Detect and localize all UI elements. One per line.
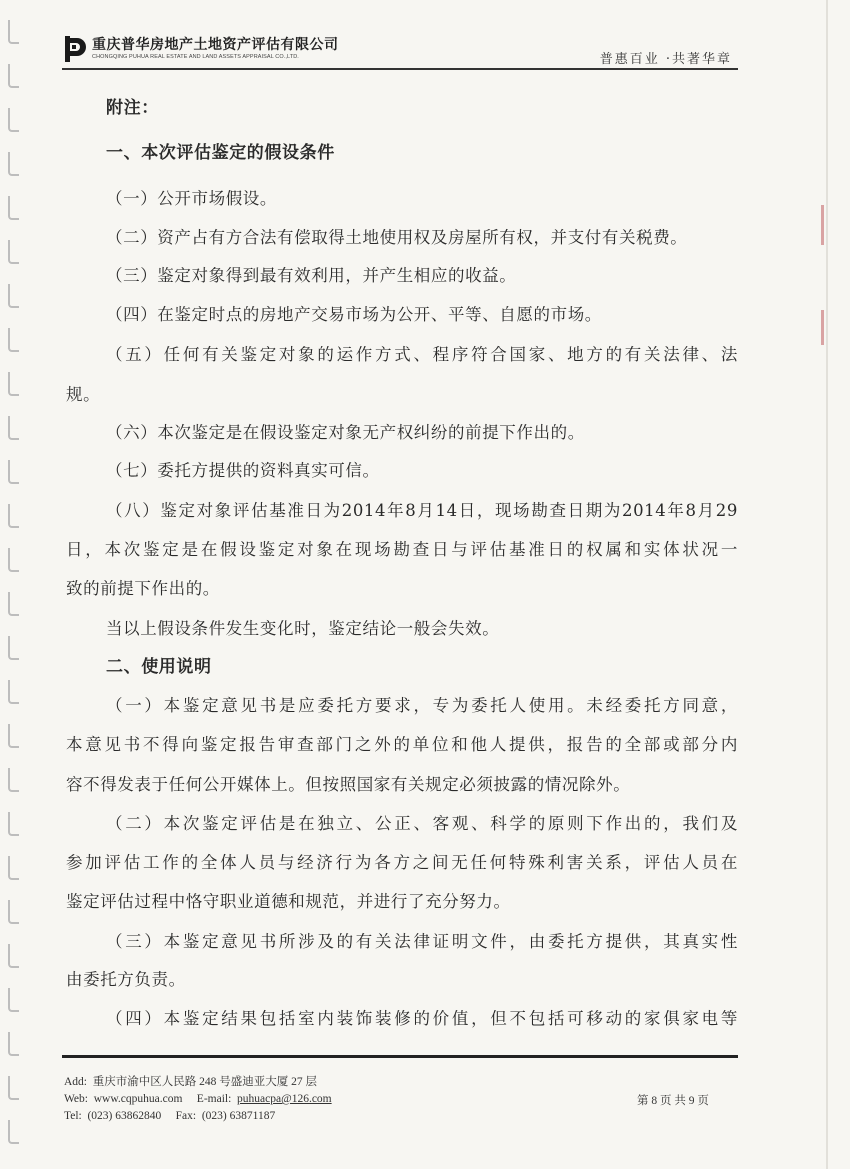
paragraph-line: 日，本次鉴定是在假设鉴定对象在现场勘查日与评估基准日的权属和实体状况一: [66, 540, 738, 559]
paragraph-line: （七）委托方提供的资料真实可信。: [106, 461, 380, 480]
paragraph-line: （一）本鉴定意见书是应委托方要求，专为委托人使用。未经委托方同意，: [106, 696, 738, 715]
paragraph-line: （六）本次鉴定是在假设鉴定对象无产权纠纷的前提下作出的。: [106, 423, 585, 442]
page-number: 第 8 页 共 9 页: [637, 1095, 709, 1107]
fax-label: Fax:: [175, 1110, 197, 1122]
notes-title: 附注：: [106, 98, 159, 118]
paragraph-line: 规。: [66, 385, 101, 404]
paragraph-line: 参加评估工作的全体人员与经济行为各方之间无任何特殊利害关系，评估人员在: [66, 853, 738, 872]
scan-edge-line: [826, 0, 828, 1169]
web-label: Web:: [64, 1093, 88, 1105]
paragraph-line: （二）资产占有方合法有偿取得土地使用权及房屋所有权，并支付有关税费。: [106, 228, 688, 247]
address-label: Add:: [64, 1076, 87, 1088]
tel-label: Tel:: [64, 1110, 82, 1122]
web-link[interactable]: www.cqpuhua.com: [93, 1093, 183, 1105]
company-logo-icon: [62, 34, 88, 64]
letterhead: [62, 32, 738, 72]
paragraph-line: （一）公开市场假设。: [106, 189, 277, 208]
paragraph-line: （四）在鉴定时点的房地产交易市场为公开、平等、自愿的市场。: [106, 305, 602, 324]
company-name-en: CHONGQING PUHUA REAL ESTATE AND LAND ASSETS APPRAISAL CO.,LTD.: [92, 54, 299, 60]
footer-divider: [62, 1055, 738, 1058]
paragraph-line: （二）本次鉴定评估是在独立、公正、客观、科学的原则下作出的，我们及: [106, 814, 738, 833]
red-seal-edge-mark: [821, 205, 824, 245]
paragraph-line: 当以上假设条件发生变化时，鉴定结论一般会失效。: [106, 619, 500, 638]
company-slogan: 普惠百业 ·共著华章: [599, 52, 732, 67]
address-value: 重庆市渝中区人民路 248 号盛迪亚大厦 27 层: [92, 1076, 317, 1088]
footer-phone-row: [64, 1108, 275, 1124]
company-name-cn: 重庆普华房地产土地资产评估有限公司: [92, 37, 339, 53]
paragraph-line: （三）本鉴定意见书所涉及的有关法律证明文件，由委托方提供，其真实性: [106, 932, 738, 951]
paragraph-line: （四）本鉴定结果包括室内装饰装修的价值，但不包括可移动的家俱家电等: [106, 1009, 738, 1028]
binding-holes: [0, 0, 26, 1169]
section-heading-assumptions: 一、本次评估鉴定的假设条件: [106, 143, 335, 163]
header-divider: [62, 68, 738, 70]
fax-value: (023) 63871187: [201, 1110, 276, 1122]
paragraph-line: 鉴定评估过程中恪守职业道德和规范，并进行了充分努力。: [66, 892, 511, 911]
paragraph-line: （八）鉴定对象评估基准日为2014年8月14日，现场勘查日期为2014年8月29: [106, 501, 738, 520]
section-heading-usage: 二、使用说明: [106, 657, 212, 677]
footer-web-row: [64, 1091, 332, 1107]
tel-value: (023) 63862840: [87, 1110, 162, 1122]
paragraph-line: 容不得发表于任何公开媒体上。但按照国家有关规定必须披露的情况除外。: [66, 775, 631, 794]
paragraph-line: 由委托方负责。: [66, 970, 186, 989]
paragraph-line: 致的前提下作出的。: [66, 579, 220, 598]
paragraph-line: 本意见书不得向鉴定报告审查部门之外的单位和他人提供，报告的全部或部分内: [66, 735, 738, 754]
paragraph-line: （三）鉴定对象得到最有效利用，并产生相应的收益。: [106, 266, 517, 285]
email-label: E-mail:: [196, 1093, 232, 1105]
email-link[interactable]: puhuacpa@126.com: [237, 1093, 332, 1105]
footer-address-row: [64, 1074, 317, 1090]
paragraph-line: （五）任何有关鉴定对象的运作方式、程序符合国家、地方的有关法律、法: [106, 345, 738, 364]
red-seal-edge-mark-lower: [821, 310, 824, 345]
